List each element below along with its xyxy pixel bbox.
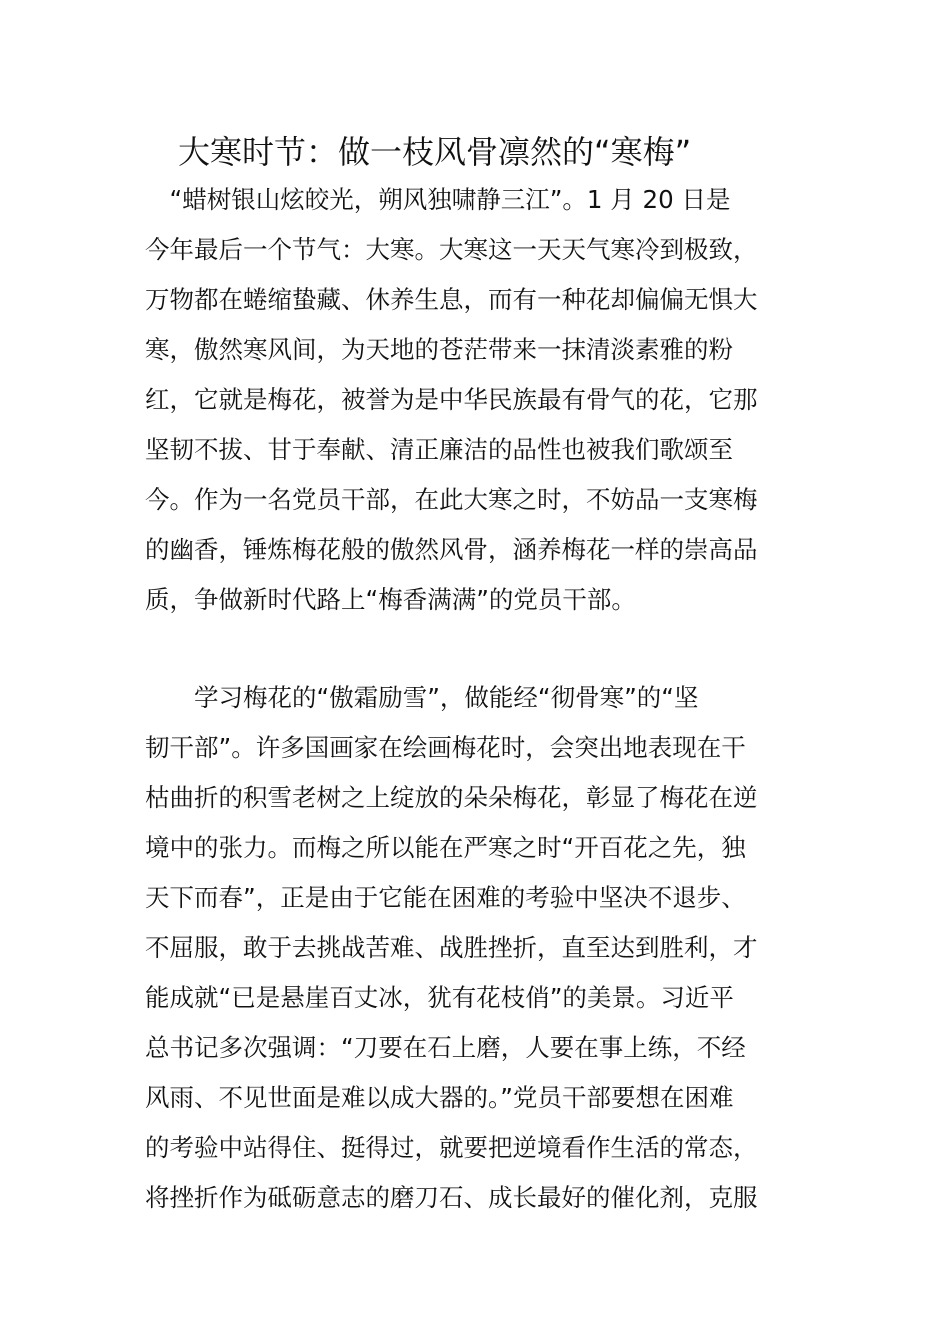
paragraph-1-line: “蜡树银山炫皎光，朔风独啸静三江”。1 月 20 日是 bbox=[145, 185, 731, 214]
paragraph-1-line: 万物都在蜷缩蛰藏、休养生息，而有一种花却偏偏无惧大 bbox=[145, 285, 758, 314]
paragraph-2-line: 天下而春”，正是由于它能在困难的考验中坚决不退步、 bbox=[145, 883, 746, 912]
paragraph-2-line: 不屈服，敢于去挑战苦难、战胜挫折，直至达到胜利，才 bbox=[145, 933, 758, 962]
paragraph-2-line: 总书记多次强调：“刀要在石上磨，人要在事上练，不经 bbox=[145, 1033, 746, 1062]
paragraph-2-line: 风雨、不见世面是难以成大器的。”党员干部要想在困难 bbox=[145, 1083, 734, 1112]
paragraph-2-line: 的考验中站得住、挺得过，就要把逆境看作生活的常态， bbox=[145, 1133, 758, 1162]
paragraph-1-line: 红，它就是梅花，被誉为是中华民族最有骨气的花，它那 bbox=[145, 385, 758, 414]
paragraph-1-line: 的幽香，锤炼梅花般的傲然风骨，涵养梅花一样的崇高品 bbox=[145, 535, 758, 564]
paragraph-2-line: 能成就“已是悬崖百丈冰，犹有花枝俏”的美景。习近平 bbox=[145, 983, 734, 1012]
paragraph-2-line: 境中的张力。而梅之所以能在严寒之时“开百花之先，独 bbox=[145, 833, 746, 862]
paragraph-1-line: 今年最后一个节气：大寒。大寒这一天天气寒冷到极致， bbox=[145, 235, 758, 264]
paragraph-1-line: 质，争做新时代路上“梅香满满”的党员干部。 bbox=[145, 585, 636, 614]
paragraph-2-line: 枯曲折的积雪老树之上绽放的朵朵梅花，彰显了梅花在逆 bbox=[145, 783, 758, 812]
paragraph-2-line: 将挫折作为砥砺意志的磨刀石、成长最好的催化剂，克服 bbox=[145, 1183, 758, 1212]
document-title: 大寒时节：做一枝风骨凛然的“寒梅” bbox=[178, 133, 692, 171]
paragraph-1-line: 今。作为一名党员干部，在此大寒之时，不妨品一支寒梅 bbox=[145, 485, 758, 514]
paragraph-1-line: 坚韧不拔、甘于奉献、清正廉洁的品性也被我们歌颂至 bbox=[145, 435, 733, 464]
paragraph-2-line: 韧干部”。许多国画家在绘画梅花时，会突出地表现在干 bbox=[145, 733, 746, 762]
paragraph-2-line: 学习梅花的“傲霜励雪”，做能经“彻骨寒”的“坚 bbox=[145, 683, 699, 712]
paragraph-1-line: 寒，傲然寒风间，为天地的苍茫带来一抹清淡素雅的粉 bbox=[145, 335, 733, 364]
